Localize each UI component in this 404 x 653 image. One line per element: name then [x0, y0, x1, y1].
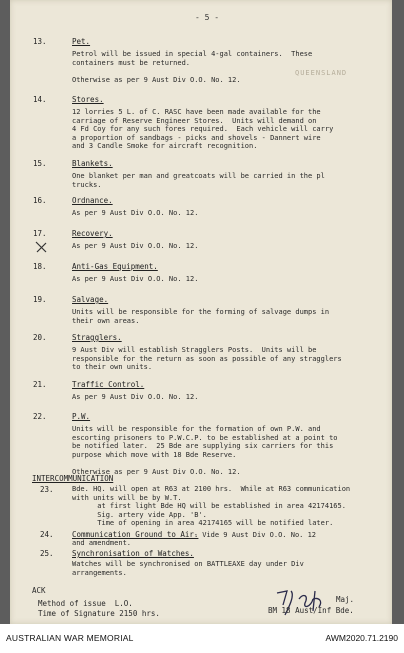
section-text-line: their own areas.: [72, 316, 140, 325]
section-number: 14.: [33, 95, 47, 104]
method-of-issue: Method of issue L.O.: [38, 599, 133, 608]
section-heading: Stragglers.: [72, 333, 122, 342]
section-number: 15.: [33, 159, 47, 168]
signature-rank: Maj.: [336, 595, 355, 604]
handwritten-signature-icon: [273, 585, 333, 621]
section-text-line: a proportion of sandbags - picks and shovels - Dannert wire: [72, 133, 321, 142]
section-heading: Stores.: [72, 95, 104, 104]
section-text-line: As per 9 Aust Div O.O. No. 12.: [72, 209, 199, 217]
section-text-line: with units will be by W.T.: [72, 493, 182, 502]
section-number: 18.: [33, 262, 47, 271]
section-heading: Pet.: [72, 37, 91, 46]
section-text-line: arrangements.: [72, 568, 127, 577]
section-text-line: Time of opening in area 42174165 will be notified later.: [72, 519, 334, 527]
section-text-line: One blanket per man and greatcoats will be carried in the pl: [72, 172, 325, 180]
section-text-line: As per 9 Aust Div O.O. No. 12.: [72, 393, 199, 401]
section-text-line: and 3 Candle Smoke for aircraft recognition.: [72, 142, 258, 150]
section-number: 17.: [33, 229, 47, 238]
document-page: [10, 0, 392, 624]
signature-unit: BM 18 Aust/Inf Bde.: [268, 606, 354, 615]
section-heading: Blankets.: [72, 159, 113, 168]
section-number: 23.: [40, 485, 54, 494]
section-text-line: As per 9 Aust Div O.O. No. 12.: [72, 275, 199, 283]
section-number: 25.: [40, 549, 54, 558]
section-heading: Ordnance.: [72, 196, 113, 205]
section-text-line: to their own units.: [72, 363, 153, 371]
section-text-line: and amendment.: [72, 539, 132, 547]
section-text-line: carriage of Reserve Engineer Stores. Units will demand on: [72, 116, 317, 125]
section-text-line: As per 9 Aust Div O.O. No. 12.: [72, 242, 199, 250]
section-heading: Synchronisation of Watches.: [72, 549, 194, 558]
section-text-line: 9 Aust Div will establish Stragglers Posts. Units will be: [72, 346, 317, 354]
section-heading: P.W.: [72, 412, 91, 421]
section-text-line: Sig. artery vide App. 'B'.: [72, 510, 207, 519]
section-text-line: Otherwise as per 9 Aust Div O.O. No. 12.: [72, 75, 241, 84]
page-number: - 5 -: [195, 13, 220, 22]
ack-label: ACK: [32, 586, 46, 595]
section-heading: Anti-Gas Equipment.: [72, 262, 158, 271]
section-number: 19.: [33, 295, 47, 304]
section-text-line: trucks.: [72, 180, 102, 189]
hand-x-mark-icon: [34, 240, 48, 254]
section-heading: Recovery.: [72, 229, 113, 238]
intercommunication-heading: INTERCOMMUNICATION: [32, 474, 114, 483]
section-heading: Traffic Control.: [72, 380, 145, 389]
section-number: 22.: [33, 412, 47, 421]
section-text-line: responsible for the return as soon as possible of any stragglers: [72, 354, 342, 363]
section-text-line: at first light Bde HQ will be established in area 42174165.: [72, 502, 346, 510]
section-text-line: Bde. HQ. will open at R63 at 2100 hrs. While at R63 communication: [72, 485, 351, 493]
section-number: 13.: [33, 37, 47, 46]
section-text-line: Units will be responsible for the formation of own P.W. and: [72, 425, 321, 433]
section-text-line: Petrol will be issued in special 4-gal containers. These: [72, 50, 313, 58]
time-of-signature: Time of Signature 2150 hrs.: [38, 609, 160, 618]
section-text-line: escorting prisoners to P.W.C.P. to be established at a point to: [72, 433, 338, 442]
section-heading: Salvage.: [72, 295, 109, 304]
section-text-line: 4 Fd Coy for any such fores required. Each vehicle will carry: [72, 125, 334, 133]
section-text-line: Units will be responsible for the forming of salvage dumps in: [72, 308, 330, 316]
section-text-line: containers must be returned.: [72, 58, 191, 67]
section-text-line: purpose which move with 18 Bde Reserve.: [72, 450, 237, 459]
section-heading: Communication Ground to Air.: [72, 530, 199, 539]
section-number: 24.: [40, 530, 54, 539]
section-text-line: be notified later. 25 Bde are supplying six carriers for this: [72, 442, 334, 450]
section-heading-suffix: - Vide 9 Aust Div O.O. No. 12: [189, 531, 317, 539]
section-number: 21.: [33, 380, 47, 389]
archive-reference: AWM2020.71.2190: [325, 633, 398, 643]
section-number: 20.: [33, 333, 47, 342]
archive-name: AUSTRALIAN WAR MEMORIAL: [6, 633, 134, 643]
section-text-line: 12 lorries 5 L. of C. RASC have been made available for the: [72, 108, 321, 116]
section-text-line: Watches will be synchronised on BATTLEAXE day under Div: [72, 560, 304, 568]
section-text-line: Otherwise as per 9 Aust Div O.O. No. 12.: [72, 467, 241, 476]
section-number: 16.: [33, 196, 47, 205]
faint-stamp: QUEENSLAND: [295, 69, 348, 77]
archive-caption-bar: [0, 624, 404, 653]
